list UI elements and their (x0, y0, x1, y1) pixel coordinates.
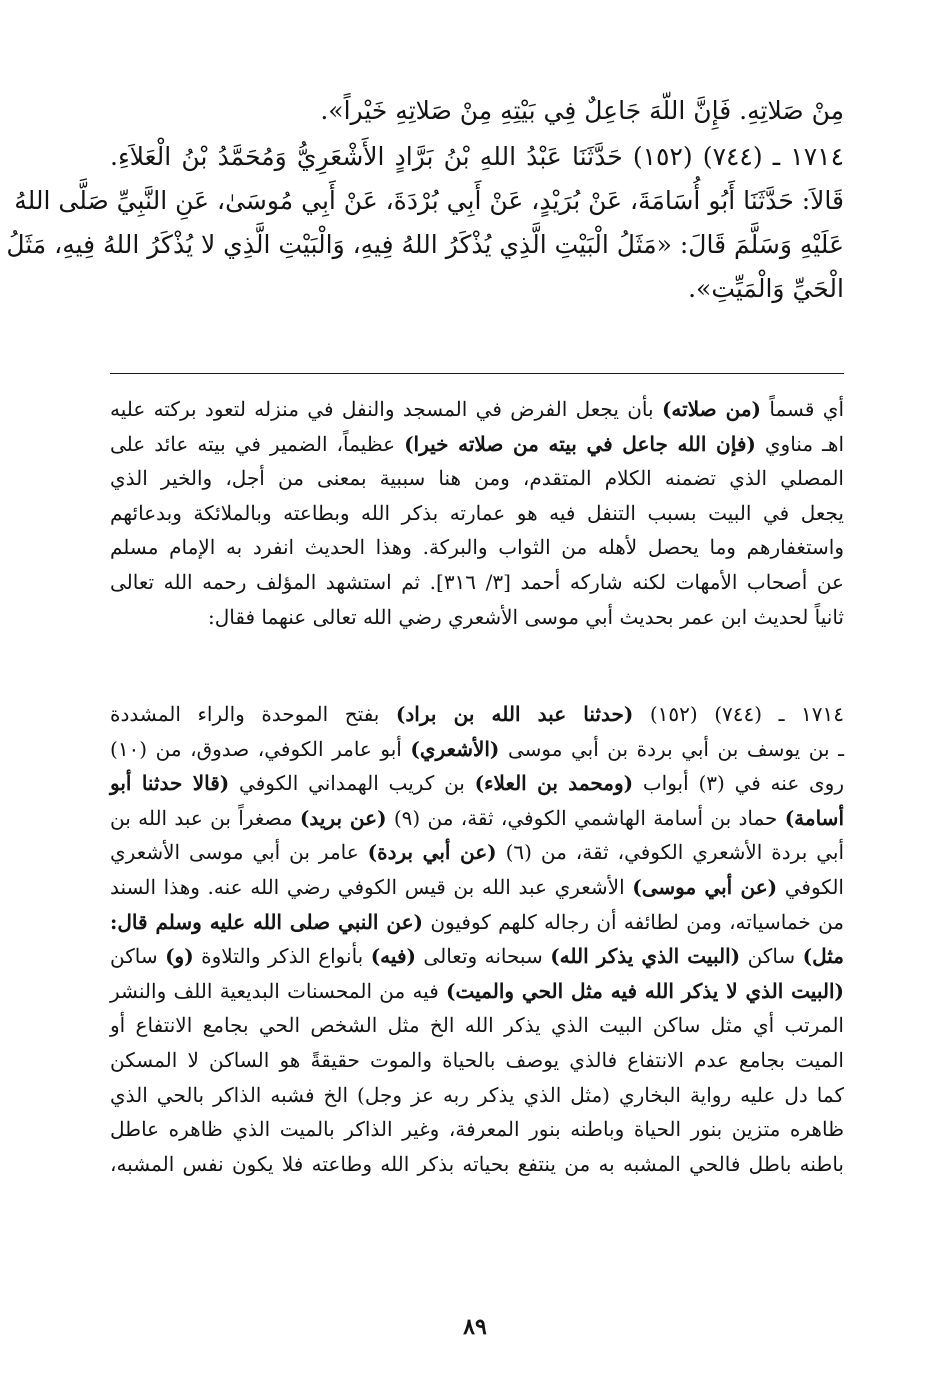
commentary-line: الكوفي (عن أبي موسى) الأشعري عبد الله بن قيس الكوفي رضي الله عنه. وهذا السند (110, 874, 844, 899)
hadith-text (6, 92, 844, 314)
commentary-line: أسامة) حماد بن أسامة الهاشمي الكوفي، ثقة، من (٩) (عن بريد) مصغراً بن عبد الله بن (110, 805, 844, 830)
commentary-line: أي قسماً (من صلاته) بأن يجعل الفرض في المسجد والنفل في منزله لتعود بركته عليه (110, 397, 845, 421)
hadith-line: مِنْ صَلاتِهِ. فَإِنَّ اللّهَ جَاعِلٌ فِي بَيْتِهِ مِنْ صَلاتِهِ خَيْراً». (320, 96, 844, 125)
commentary-line: ـ بن يوسف بن أبي بردة بن أبي موسى (الأشعري) أبو عامر الكوفي، صدوق، من (١٠) (110, 736, 844, 761)
commentary-line: المرتب أي مثل ساكن البيت الذي يذكر الله الخ مثل الشخص الحي بجامع الانتفاع أو (110, 1013, 844, 1038)
commentary-line: ثانياً لحديث ابن عمر بحديث أبي موسى الأشعري رضي الله تعالى عنهما فقال: (208, 604, 844, 629)
commentary-line: باطنه باطل فالحي المشبه به من ينتفع بحياته بذكر الله وطاعته فلا يكون نفس المشبه، (110, 1151, 844, 1176)
commentary-paragraph-2 (110, 697, 844, 1181)
commentary-line: يجعل في البيت بسبب التنفل فيه هو عمارته بذكر الله وبطاعته وبالملائكة وبدعائهم (110, 500, 844, 525)
commentary-line: المصلي الذي تضمنه الكلام المتقدم، ومن هنا سببية بمعنى من أجل، والخير الذي (110, 466, 844, 491)
commentary-line: واستغفارهم وما يحصل لأهله من الثواب والبركة. وهذا الحديث انفرد به الإمام مسلم (110, 535, 844, 560)
commentary-line: روى عنه في (٣) أبواب (ومحمد بن العلاء) بن كريب الهمداني الكوفي (قالا حدثنا أبو (110, 771, 844, 796)
hadith-line: قَالاَ: حَدَّثَنَا أَبُو أُسَامَةَ، عَنْ بُرَيْدٍ، عَنْ أَبِي بُرْدَةَ، عَنْ أَبِي مُوسَىٰ، عَنِ النَّبِيِّ صَلَّى اللهُ (14, 186, 844, 215)
footnote-divider (110, 373, 844, 374)
commentary-line: من خماسياته، ومن لطائفه أن رجاله كلهم كوفيون (عن النبي صلى الله عليه وسلم قال: (110, 909, 844, 934)
commentary-line: اهـ مناوي (فإن الله جاعل في بيته من صلاته خيرا) عظيماً، الضمير في بيته عائد على (110, 431, 845, 456)
commentary-line: عن أصحاب الأمهات لكنه شاركه أحمد [٣/ ٣١٦]. ثم استشهد المؤلف رحمه الله تعالى (110, 569, 844, 594)
hadith-line: ١٧١٤ ـ (٧٤٤) (١٥٢) حَدَّثَنَا عَبْدُ اللهِ بْنُ بَرَّادٍ الأَشْعَرِيُّ وَمُحَمَّدُ بْنُ الْعَلاَءِ. (110, 142, 844, 171)
commentary-line: (البيت الذي لا يذكر الله فيه مثل الحي والميت) فيه من المحسنات البديعية اللف والنشر (110, 978, 844, 1003)
commentary-line: مثل) ساكن (البيت الذي يذكر الله) سبحانه وتعالى (فيه) بأنواع الذكر والتلاوة (و) ساكن (110, 944, 844, 969)
commentary-paragraph-1 (110, 392, 844, 634)
commentary-line: كما دل عليه رواية البخاري (مثل الذي يذكر ربه عز وجل) الخ فشبه الذاكر بالحي الذي (110, 1082, 844, 1107)
hadith-line: الْحَيِّ وَالْمَيِّتِ». (688, 274, 844, 303)
commentary-line: ١٧١٤ ـ (٧٤٤) (١٥٢) (حدثنا عبد الله بن براد) بفتح الموحدة والراء المشددة (110, 702, 844, 726)
commentary-line: ظاهره متزين بنور الحياة وباطنه بنور المعرفة، وغير الذاكر بالميت الذي ظاهره عاطل (110, 1117, 844, 1142)
hadith-line: عَلَيْهِ وَسَلَّمَ قَالَ: «مَثَلُ الْبَيْتِ الَّذِي يُذْكَرُ اللهُ فِيهِ، وَالْبَيْتِ الَّذِي لا يُذْكَرُ اللهُ فِيهِ، مَثَلُ (6, 230, 844, 259)
commentary-line: أبي بردة الأشعري الكوفي، ثقة، من (٦) (عن أبي بردة) عامر بن أبي موسى الأشعري (110, 840, 845, 865)
page-number: ٨٩ (463, 1314, 487, 1340)
commentary-line: الميت بجامع عدم الانتفاع فالذي يوصف بالحياة والموت حقيقةً هو الساكن لا المسكن (110, 1047, 844, 1072)
